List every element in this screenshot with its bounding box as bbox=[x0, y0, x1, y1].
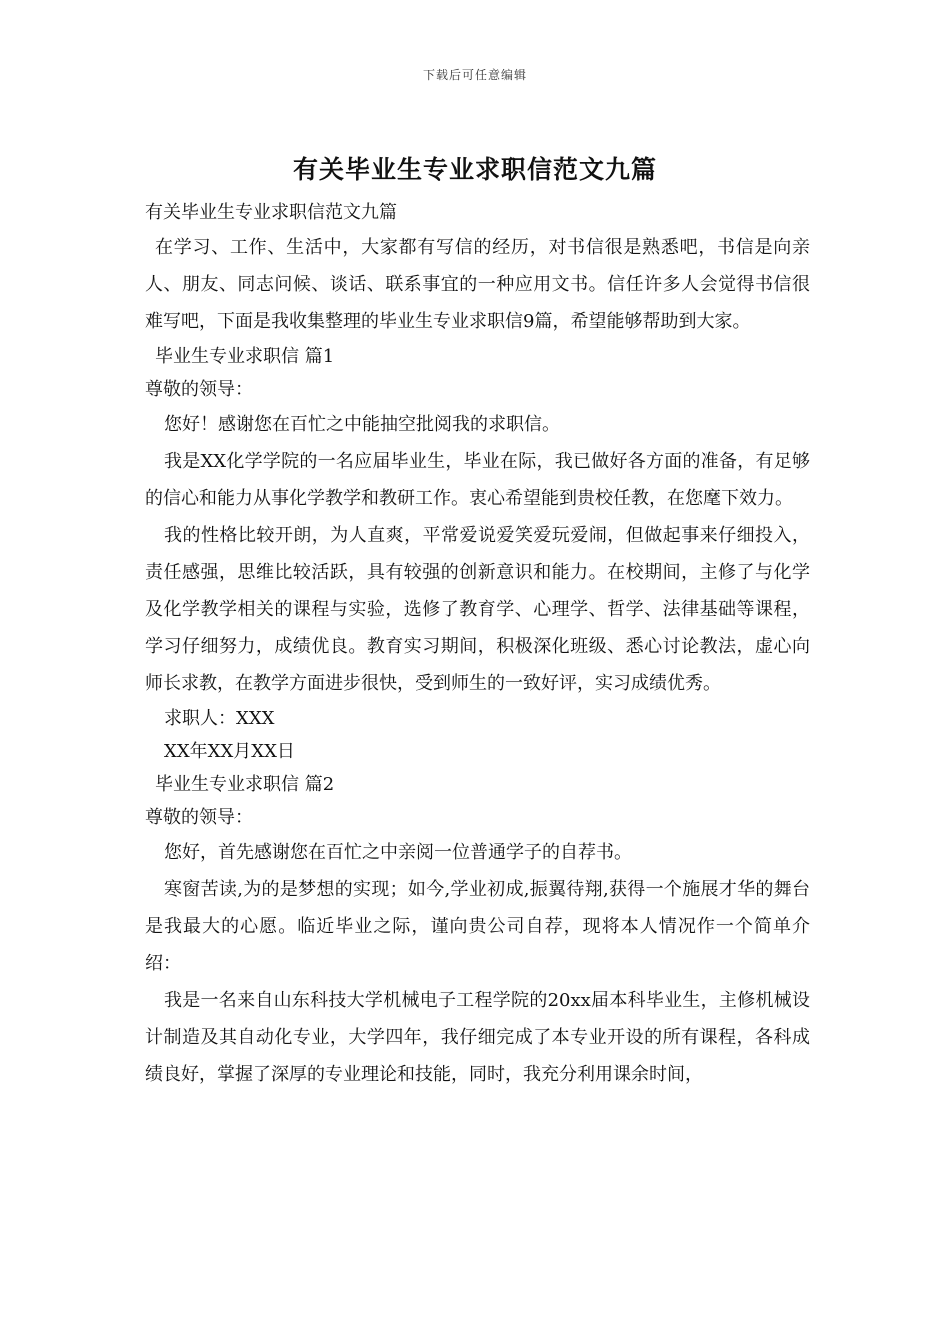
section-heading: 毕业生专业求职信 篇2 bbox=[155, 774, 335, 795]
salutation: 尊敬的领导： bbox=[145, 379, 253, 400]
salutation: 尊敬的领导： bbox=[145, 807, 253, 828]
document-title: 有关毕业生专业求职信范文九篇 bbox=[292, 155, 657, 184]
paragraph: 在学习、工作、生活中，大家都有写信的经历，对书信很是熟悉吧，书信是向亲人、朋友、同志问候、谈话、联系事宜的一种应用文书。信任许多人会觉得书信很难写吧，下面是我收集整理的毕业生专业求职信9篇，希望能够帮助到大家。 bbox=[145, 237, 810, 332]
page-header-note: 下载后可任意编辑 bbox=[422, 68, 527, 82]
paragraph: 我的性格比较开朗，为人直爽，平常爱说爱笑爱玩爱闹，但做起事来仔细投入，责任感强，思维比较活跃，具有较强的创新意识和能力。在校期间，主修了与化学及化学教学相关的课程与实验，选修了教育学、心理学、哲学、法律基础等课程，学习仔细努力，成绩优良。教育实习期间，积极深化班级、悉心讨论教法，虚心向师长求教，在教学方面进步很快，受到师生的一致好评，实习成绩优秀。 bbox=[145, 525, 810, 694]
paragraph: 有关毕业生专业求职信范文九篇 bbox=[145, 202, 397, 223]
paragraph: 寒窗苦读,为的是梦想的实现；如今,学业初成,振翼待翔,获得一个施展才华的舞台是我最大的心愿。临近毕业之际，谨向贵公司自荐，现将本人情况作一个简单介绍： bbox=[145, 879, 810, 974]
paragraph: 我是XX化学学院的一名应届毕业生，毕业在际，我已做好各方面的准备，有足够的信心和能力从事化学教学和教研工作。衷心希望能到贵校任教，在您麾下效力。 bbox=[145, 451, 810, 509]
signature: 求职人：XXX bbox=[164, 708, 275, 729]
paragraph: 您好，首先感谢您在百忙之中亲阅一位普通学子的自荐书。 bbox=[164, 842, 632, 863]
section-heading: 毕业生专业求职信 篇1 bbox=[155, 346, 335, 367]
paragraph: 我是一名来自山东科技大学机械电子工程学院的20xx届本科毕业生，主修机械设计制造及其自动化专业，大学四年，我仔细完成了本专业开设的所有课程，各科成绩良好，掌握了深厚的专业理论和技能，同时，我充分利用课余时间， bbox=[145, 990, 810, 1085]
date-line: XX年XX月XX日 bbox=[164, 741, 295, 762]
paragraph: 您好！感谢您在百忙之中能抽空批阅我的求职信。 bbox=[164, 414, 560, 435]
document-body bbox=[145, 196, 810, 1093]
